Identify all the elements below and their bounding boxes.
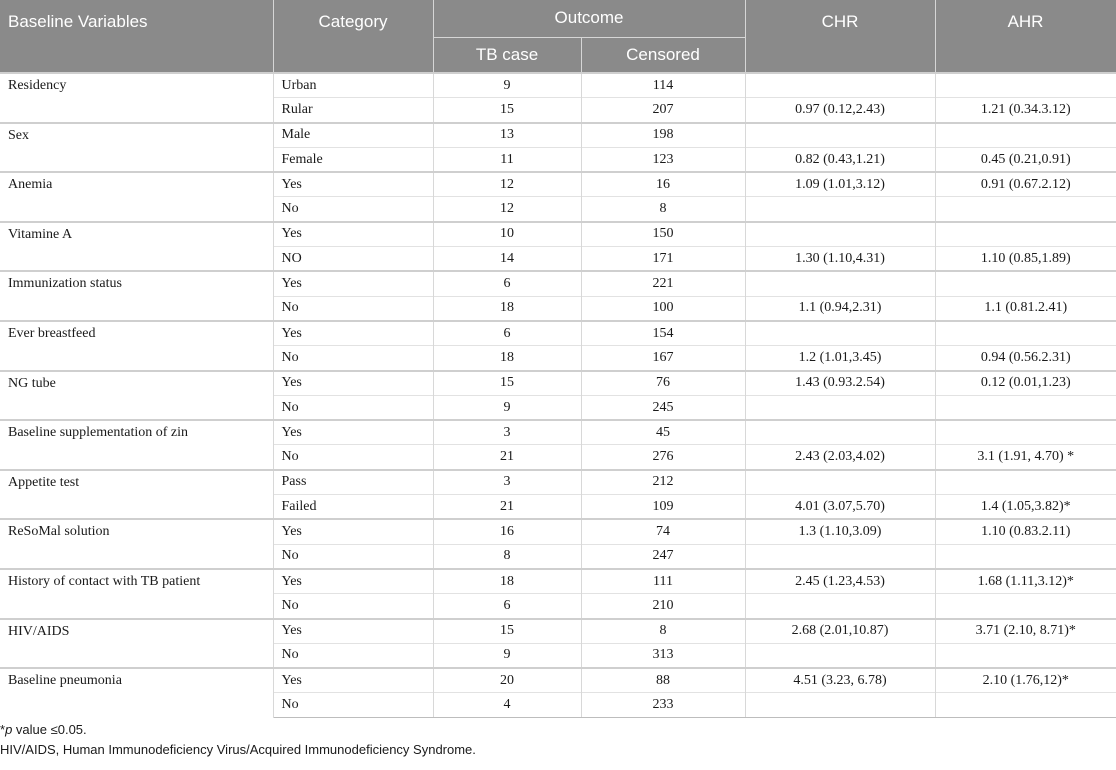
- cell-censored: 109: [581, 495, 745, 520]
- cell-tb-case: 14: [433, 247, 581, 272]
- cell-tb-case: 18: [433, 569, 581, 594]
- cell-category: Yes: [273, 619, 433, 644]
- cell-category: No: [273, 693, 433, 718]
- cell-chr: [745, 470, 935, 495]
- table-row: [0, 470, 1116, 495]
- header-ahr: AHR: [935, 0, 1116, 73]
- header-category: Category: [273, 0, 433, 73]
- cell-ahr: 1.68 (1.11,3.12)*: [935, 569, 1116, 594]
- cell-category: Yes: [273, 371, 433, 396]
- cell-chr: 2.68 (2.01,10.87): [745, 619, 935, 644]
- cell-tb-case: 8: [433, 544, 581, 569]
- cell-chr: 1.2 (1.01,3.45): [745, 346, 935, 371]
- cell-variable: NG tube: [0, 371, 273, 421]
- cell-variable: ReSoMal solution: [0, 519, 273, 569]
- cell-tb-case: 11: [433, 147, 581, 172]
- cell-category: Female: [273, 147, 433, 172]
- cell-censored: 154: [581, 321, 745, 346]
- cell-category: Pass: [273, 470, 433, 495]
- header-baseline-variables: Baseline Variables: [0, 0, 273, 73]
- cell-tb-case: 21: [433, 445, 581, 470]
- cell-category: No: [273, 197, 433, 222]
- cell-category: Rular: [273, 98, 433, 123]
- header-tb-case: TB case: [433, 37, 581, 73]
- cell-ahr: 3.71 (2.10, 8.71)*: [935, 619, 1116, 644]
- cell-category: No: [273, 445, 433, 470]
- cell-chr: [745, 420, 935, 445]
- cell-censored: 123: [581, 147, 745, 172]
- footnote-p-italic: p: [5, 722, 13, 737]
- cell-variable: Anemia: [0, 172, 273, 222]
- cell-category: Failed: [273, 495, 433, 520]
- footnote-p-value: [0, 720, 1116, 740]
- cell-category: Yes: [273, 271, 433, 296]
- cell-category: No: [273, 594, 433, 619]
- cell-tb-case: 3: [433, 470, 581, 495]
- cell-chr: 4.01 (3.07,5.70): [745, 495, 935, 520]
- cell-censored: 198: [581, 123, 745, 148]
- cell-tb-case: 18: [433, 296, 581, 321]
- cell-ahr: 1.10 (0.83.2.11): [935, 519, 1116, 544]
- cell-censored: 74: [581, 519, 745, 544]
- cell-variable: Baseline supplementation of zin: [0, 420, 273, 470]
- cell-tb-case: 12: [433, 172, 581, 197]
- cell-censored: 111: [581, 569, 745, 594]
- cell-chr: 2.43 (2.03,4.02): [745, 445, 935, 470]
- cell-censored: 167: [581, 346, 745, 371]
- cell-tb-case: 16: [433, 519, 581, 544]
- cell-ahr: 1.21 (0.34.3.12): [935, 98, 1116, 123]
- cell-category: Yes: [273, 321, 433, 346]
- table-header: [0, 0, 1116, 73]
- cell-ahr: 1.10 (0.85,1.89): [935, 247, 1116, 272]
- cell-tb-case: 6: [433, 594, 581, 619]
- cell-category: Male: [273, 123, 433, 148]
- footnote-star: *: [0, 722, 6, 737]
- cell-censored: 16: [581, 172, 745, 197]
- cell-category: Yes: [273, 569, 433, 594]
- cell-censored: 207: [581, 98, 745, 123]
- table-body: [0, 73, 1116, 718]
- cell-ahr: 1.4 (1.05,3.82)*: [935, 495, 1116, 520]
- cell-variable: HIV/AIDS: [0, 619, 273, 669]
- cell-category: No: [273, 643, 433, 668]
- cell-ahr: [935, 321, 1116, 346]
- cell-censored: 247: [581, 544, 745, 569]
- cell-censored: 276: [581, 445, 745, 470]
- cell-ahr: [935, 123, 1116, 148]
- cell-category: Yes: [273, 668, 433, 693]
- cell-censored: 88: [581, 668, 745, 693]
- cell-ahr: [935, 693, 1116, 718]
- cell-ahr: [935, 544, 1116, 569]
- cell-tb-case: 4: [433, 693, 581, 718]
- cell-variable: Ever breastfeed: [0, 321, 273, 371]
- cell-ahr: [935, 197, 1116, 222]
- cell-chr: 1.1 (0.94,2.31): [745, 296, 935, 321]
- cell-chr: 0.82 (0.43,1.21): [745, 147, 935, 172]
- cell-tb-case: 15: [433, 98, 581, 123]
- cell-category: Urban: [273, 73, 433, 98]
- cell-tb-case: 21: [433, 495, 581, 520]
- cell-chr: [745, 73, 935, 98]
- table-row: [0, 73, 1116, 98]
- cell-category: NO: [273, 247, 433, 272]
- cell-tb-case: 18: [433, 346, 581, 371]
- cell-chr: [745, 594, 935, 619]
- cell-censored: 76: [581, 371, 745, 396]
- cell-ahr: 0.94 (0.56.2.31): [935, 346, 1116, 371]
- cell-ahr: 0.45 (0.21,0.91): [935, 147, 1116, 172]
- cell-chr: 2.45 (1.23,4.53): [745, 569, 935, 594]
- cell-ahr: [935, 470, 1116, 495]
- table-row: [0, 668, 1116, 693]
- cell-ahr: [935, 73, 1116, 98]
- cell-category: No: [273, 395, 433, 420]
- header-censored: Censored: [581, 37, 745, 73]
- cell-tb-case: 3: [433, 420, 581, 445]
- cell-censored: 8: [581, 619, 745, 644]
- cell-variable: Appetite test: [0, 470, 273, 520]
- footnote-p-text: value ≤0.05.: [12, 722, 87, 737]
- cell-variable: Baseline pneumonia: [0, 668, 273, 718]
- cell-ahr: 0.12 (0.01,1.23): [935, 371, 1116, 396]
- cell-ahr: 1.1 (0.81.2.41): [935, 296, 1116, 321]
- footnotes: [0, 720, 1116, 760]
- table-row: [0, 172, 1116, 197]
- cell-tb-case: 9: [433, 73, 581, 98]
- cell-censored: 210: [581, 594, 745, 619]
- cell-tb-case: 15: [433, 371, 581, 396]
- cell-category: Yes: [273, 519, 433, 544]
- table-row: [0, 321, 1116, 346]
- cell-variable: Residency: [0, 73, 273, 123]
- cell-variable: Sex: [0, 123, 273, 173]
- cell-chr: 1.09 (1.01,3.12): [745, 172, 935, 197]
- table-row: [0, 420, 1116, 445]
- cell-chr: [745, 123, 935, 148]
- cell-chr: 0.97 (0.12,2.43): [745, 98, 935, 123]
- cell-ahr: [935, 222, 1116, 247]
- cell-chr: 1.3 (1.10,3.09): [745, 519, 935, 544]
- cell-tb-case: 20: [433, 668, 581, 693]
- cell-chr: [745, 321, 935, 346]
- table-row: [0, 569, 1116, 594]
- cell-ahr: [935, 271, 1116, 296]
- cell-tb-case: 15: [433, 619, 581, 644]
- cell-ahr: 3.1 (1.91, 4.70) *: [935, 445, 1116, 470]
- cell-ahr: [935, 395, 1116, 420]
- cell-category: Yes: [273, 222, 433, 247]
- cell-censored: 221: [581, 271, 745, 296]
- cell-variable: Vitamine A: [0, 222, 273, 272]
- cell-chr: 1.30 (1.10,4.31): [745, 247, 935, 272]
- header-outcome: Outcome: [433, 0, 745, 37]
- table-row: [0, 619, 1116, 644]
- footnote-abbreviation: HIV/AIDS, Human Immunodeficiency Virus/Acquired Immunodeficiency Syndrome.: [0, 742, 476, 757]
- cell-chr: 1.43 (0.93.2.54): [745, 371, 935, 396]
- cell-tb-case: 9: [433, 395, 581, 420]
- cell-ahr: 2.10 (1.76,12)*: [935, 668, 1116, 693]
- cell-category: No: [273, 544, 433, 569]
- cell-ahr: [935, 594, 1116, 619]
- table-row: [0, 271, 1116, 296]
- cell-chr: [745, 271, 935, 296]
- cell-tb-case: 12: [433, 197, 581, 222]
- cell-category: No: [273, 296, 433, 321]
- cell-censored: 233: [581, 693, 745, 718]
- cell-ahr: [935, 643, 1116, 668]
- cell-tb-case: 9: [433, 643, 581, 668]
- table-row: [0, 222, 1116, 247]
- cell-ahr: [935, 420, 1116, 445]
- cell-censored: 313: [581, 643, 745, 668]
- cell-tb-case: 6: [433, 271, 581, 296]
- cell-category: Yes: [273, 420, 433, 445]
- table-row: [0, 123, 1116, 148]
- cell-category: No: [273, 346, 433, 371]
- cell-variable: Immunization status: [0, 271, 273, 321]
- cell-censored: 212: [581, 470, 745, 495]
- cell-chr: [745, 222, 935, 247]
- cell-variable: History of contact with TB patient: [0, 569, 273, 619]
- cell-tb-case: 6: [433, 321, 581, 346]
- table-row: [0, 371, 1116, 396]
- cell-chr: [745, 197, 935, 222]
- cell-chr: [745, 544, 935, 569]
- table-row: [0, 519, 1116, 544]
- cell-ahr: 0.91 (0.67.2.12): [935, 172, 1116, 197]
- cell-censored: 8: [581, 197, 745, 222]
- cell-category: Yes: [273, 172, 433, 197]
- cell-tb-case: 10: [433, 222, 581, 247]
- cell-chr: [745, 643, 935, 668]
- cell-chr: 4.51 (3.23, 6.78): [745, 668, 935, 693]
- header-chr: CHR: [745, 0, 935, 73]
- cell-censored: 150: [581, 222, 745, 247]
- cell-censored: 100: [581, 296, 745, 321]
- cell-censored: 45: [581, 420, 745, 445]
- cell-chr: [745, 693, 935, 718]
- cell-tb-case: 13: [433, 123, 581, 148]
- cell-censored: 114: [581, 73, 745, 98]
- cell-censored: 245: [581, 395, 745, 420]
- cell-censored: 171: [581, 247, 745, 272]
- cell-chr: [745, 395, 935, 420]
